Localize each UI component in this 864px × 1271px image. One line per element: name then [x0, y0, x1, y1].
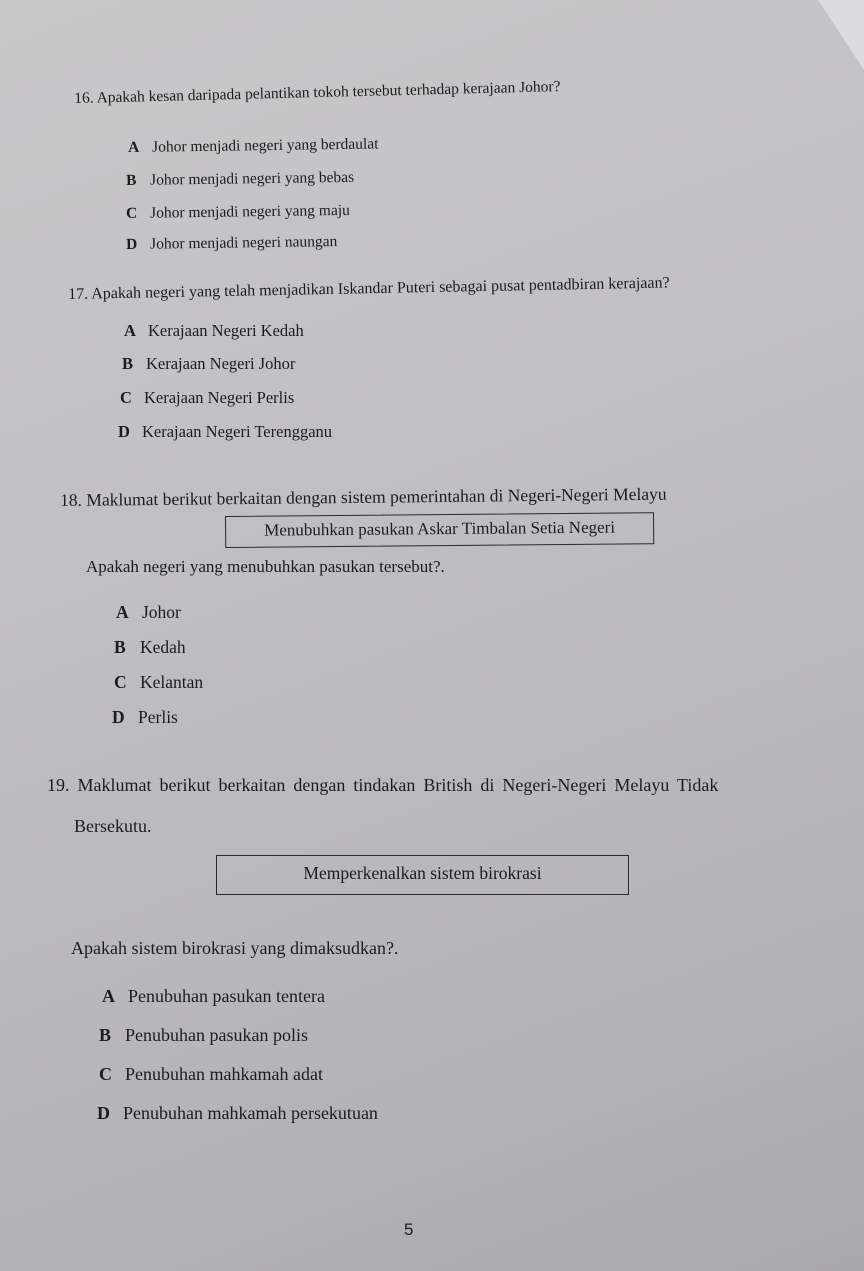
question-18-text: 18. Maklumat berikut berkaitan dengan sistem pemerintahan di Negeri-Negeri Melayu	[60, 483, 667, 510]
question-17-option-d[interactable]	[118, 422, 332, 442]
option-letter: A	[124, 321, 136, 340]
option-letter: D	[97, 1103, 110, 1123]
option-letter: C	[126, 204, 138, 222]
option-text: Johor menjadi negeri yang bebas	[149, 168, 355, 189]
option-letter: D	[112, 707, 125, 727]
option-text: Kerajaan Negeri Terengganu	[142, 422, 333, 441]
option-letter: C	[120, 388, 132, 407]
option-text: Kerajaan Negeri Perlis	[144, 388, 295, 407]
option-letter: B	[126, 171, 137, 189]
option-letter: C	[114, 672, 127, 692]
option-text: Perlis	[138, 707, 178, 727]
question-16-option-a[interactable]	[128, 136, 379, 158]
option-letter: D	[126, 235, 138, 253]
question-18-info-box	[225, 512, 654, 548]
option-text: Kelantan	[140, 672, 204, 692]
question-19-option-d[interactable]	[97, 1103, 378, 1125]
question-18-option-b[interactable]	[114, 637, 186, 658]
question-17-option-a[interactable]	[124, 321, 304, 341]
question-19-option-c[interactable]	[99, 1064, 323, 1086]
option-text: Johor menjadi negeri yang berdaulat	[151, 135, 379, 156]
option-letter: B	[122, 354, 134, 373]
option-text: Penubuhan mahkamah adat	[125, 1064, 323, 1084]
option-letter: B	[99, 1025, 112, 1045]
option-text: Kerajaan Negeri Kedah	[148, 321, 304, 340]
question-18-prompt: Apakah negeri yang menubuhkan pasukan tersebut?.	[86, 557, 445, 576]
option-text: Penubuhan pasukan polis	[125, 1025, 308, 1045]
question-17-option-b[interactable]	[122, 354, 295, 374]
option-text: Penubuhan mahkamah persekutuan	[123, 1103, 378, 1123]
option-text: Johor menjadi negeri naungan	[149, 233, 338, 253]
question-18-option-a[interactable]	[116, 602, 181, 623]
question-19-text-continued: Bersekutu.	[74, 816, 152, 836]
option-letter: C	[99, 1064, 112, 1084]
info-box-text: Menubuhkan pasukan Askar Timbalan Setia Negeri	[264, 517, 616, 540]
option-text: Kerajaan Negeri Johor	[146, 354, 296, 373]
info-box-text: Memperkenalkan sistem birokrasi	[303, 863, 542, 883]
option-letter: A	[128, 138, 140, 156]
option-letter: A	[116, 602, 129, 622]
question-18-option-d[interactable]	[112, 707, 178, 728]
question-19-text: 19. Maklumat berikut berkaitan dengan tindakan British di Negeri-Negeri Melayu Tidak	[47, 775, 719, 795]
question-16-option-d[interactable]	[126, 233, 337, 255]
question-19-option-a[interactable]	[102, 986, 325, 1008]
question-17-text: 17. Apakah negeri yang telah menjadikan Iskandar Puteri sebagai pusat pentadbiran kerajaan?	[68, 274, 670, 303]
option-text: Johor menjadi negeri yang maju	[149, 201, 350, 222]
question-18-option-c[interactable]	[114, 672, 203, 693]
option-text: Penubuhan pasukan tentera	[128, 986, 325, 1006]
question-19-prompt: Apakah sistem birokrasi yang dimaksudkan?.	[71, 938, 399, 958]
question-19-option-b[interactable]	[99, 1025, 308, 1047]
option-letter: B	[114, 637, 126, 657]
question-19-info-box	[216, 855, 629, 895]
option-letter: D	[118, 422, 130, 441]
question-16-option-b[interactable]	[126, 169, 354, 191]
option-text: Johor	[142, 602, 181, 622]
question-16-option-c[interactable]	[126, 202, 350, 224]
question-16-text: 16. Apakah kesan daripada pelantikan tokoh tersebut terhadap kerajaan Johor?	[74, 78, 561, 107]
page-number: 5	[404, 1220, 414, 1239]
question-17-option-c[interactable]	[120, 388, 294, 408]
option-text: Kedah	[140, 637, 186, 657]
option-letter: A	[102, 986, 115, 1006]
